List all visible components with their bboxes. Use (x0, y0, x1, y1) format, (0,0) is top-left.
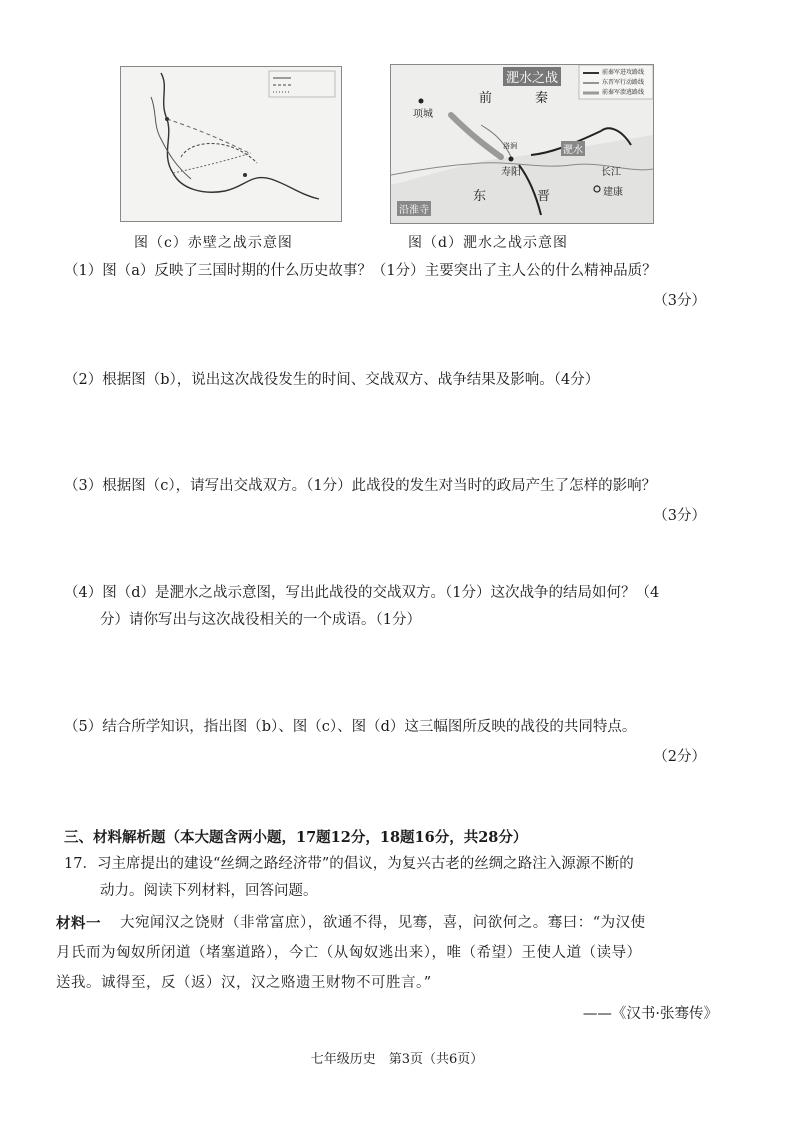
legend-item-qin-attack: 前秦军进攻路线 (602, 69, 645, 76)
figure-d-feishui-map (390, 64, 654, 224)
question-5: （5）结合所学知识，指出图（b）、图（c）、图（d）这三幅图所反映的战役的共同特点。 (64, 719, 637, 735)
material-1-label: 材料一 (56, 915, 101, 932)
feishui-map-title: 淝水之战 (503, 67, 561, 86)
label-yingshui: 沿淮寺 (397, 201, 431, 216)
chibi-map-drawing (121, 67, 341, 221)
label-jiankang: 建康 (603, 187, 623, 198)
question-3: （3）根据图（c），请写出交战双方。（1分）此战役的发生对当时的政局产生了怎样的影响？ (64, 478, 657, 494)
label-qian: 前 (479, 91, 493, 106)
question-17-line2: 动力。阅读下列材料，回答问题。 (100, 883, 318, 899)
material-1-line2: 月氏而为匈奴所闭道（堵塞道路），今亡（从匈奴逃出来），唯（希望）王使人道（读导） (56, 945, 642, 961)
label-changjiang: 长江 (601, 167, 621, 178)
material-1-line3: 送我。诚得至，反（返）汉，汉之赂遗王财物不可胜言。” (56, 975, 432, 991)
label-feishui: 淝水 (561, 141, 585, 156)
question-1-score: （3分） (653, 293, 706, 309)
question-4: （4）图（d）是淝水之战示意图，写出此战役的交战双方。（1分）这次战争的结局如何？（4 (64, 585, 660, 601)
label-luojian: 洛涧 (503, 142, 517, 150)
question-5-score: （2分） (653, 749, 706, 765)
question-4-continued: 分）请你写出与这次战役相关的一个成语。（1分） (100, 612, 421, 628)
label-shouyang: 寿阳 (501, 167, 521, 178)
material-1-line1: 大宛闻汉之饶财（非常富庶），欲通不得，见骞，喜，问欲何之。骞曰：“为汉使 (120, 915, 646, 931)
material-1-source: ——《汉书·张骞传》 (582, 1006, 718, 1022)
figure-c-chibi-map (120, 66, 342, 222)
page-footer: 七年级历史 第3页（共6页） (310, 1052, 484, 1067)
label-qin: 秦 (535, 91, 549, 106)
label-jin: 晋 (537, 189, 551, 204)
label-xiangcheng: 项城 (413, 109, 433, 120)
legend-item-jin-move: 东晋军行动路线 (602, 79, 645, 86)
label-dong: 东 (473, 189, 487, 204)
question-3-score: （3分） (653, 508, 706, 524)
legend-item-qin-retreat: 前秦军溃逃路线 (602, 89, 645, 96)
section-3-heading: 三、材料解析题（本大题含两小题，17题12分，18题16分，共28分） (64, 829, 528, 846)
figure-c-caption: 图（c）赤壁之战示意图 (134, 235, 293, 251)
question-17-line1: 17．习主席提出的建设“丝绸之路经济带”的倡议，为复兴古老的丝绸之路注入源源不断的 (64, 856, 634, 872)
question-2: （2）根据图（b），说出这次战役发生的时间、交战双方、战争结果及影响。（4分） (64, 372, 600, 388)
figure-d-caption: 图（d）淝水之战示意图 (408, 235, 568, 251)
question-1: （1）图（a）反映了三国时期的什么历史故事？（1分）主要突出了主人公的什么精神品质？ (64, 263, 657, 279)
